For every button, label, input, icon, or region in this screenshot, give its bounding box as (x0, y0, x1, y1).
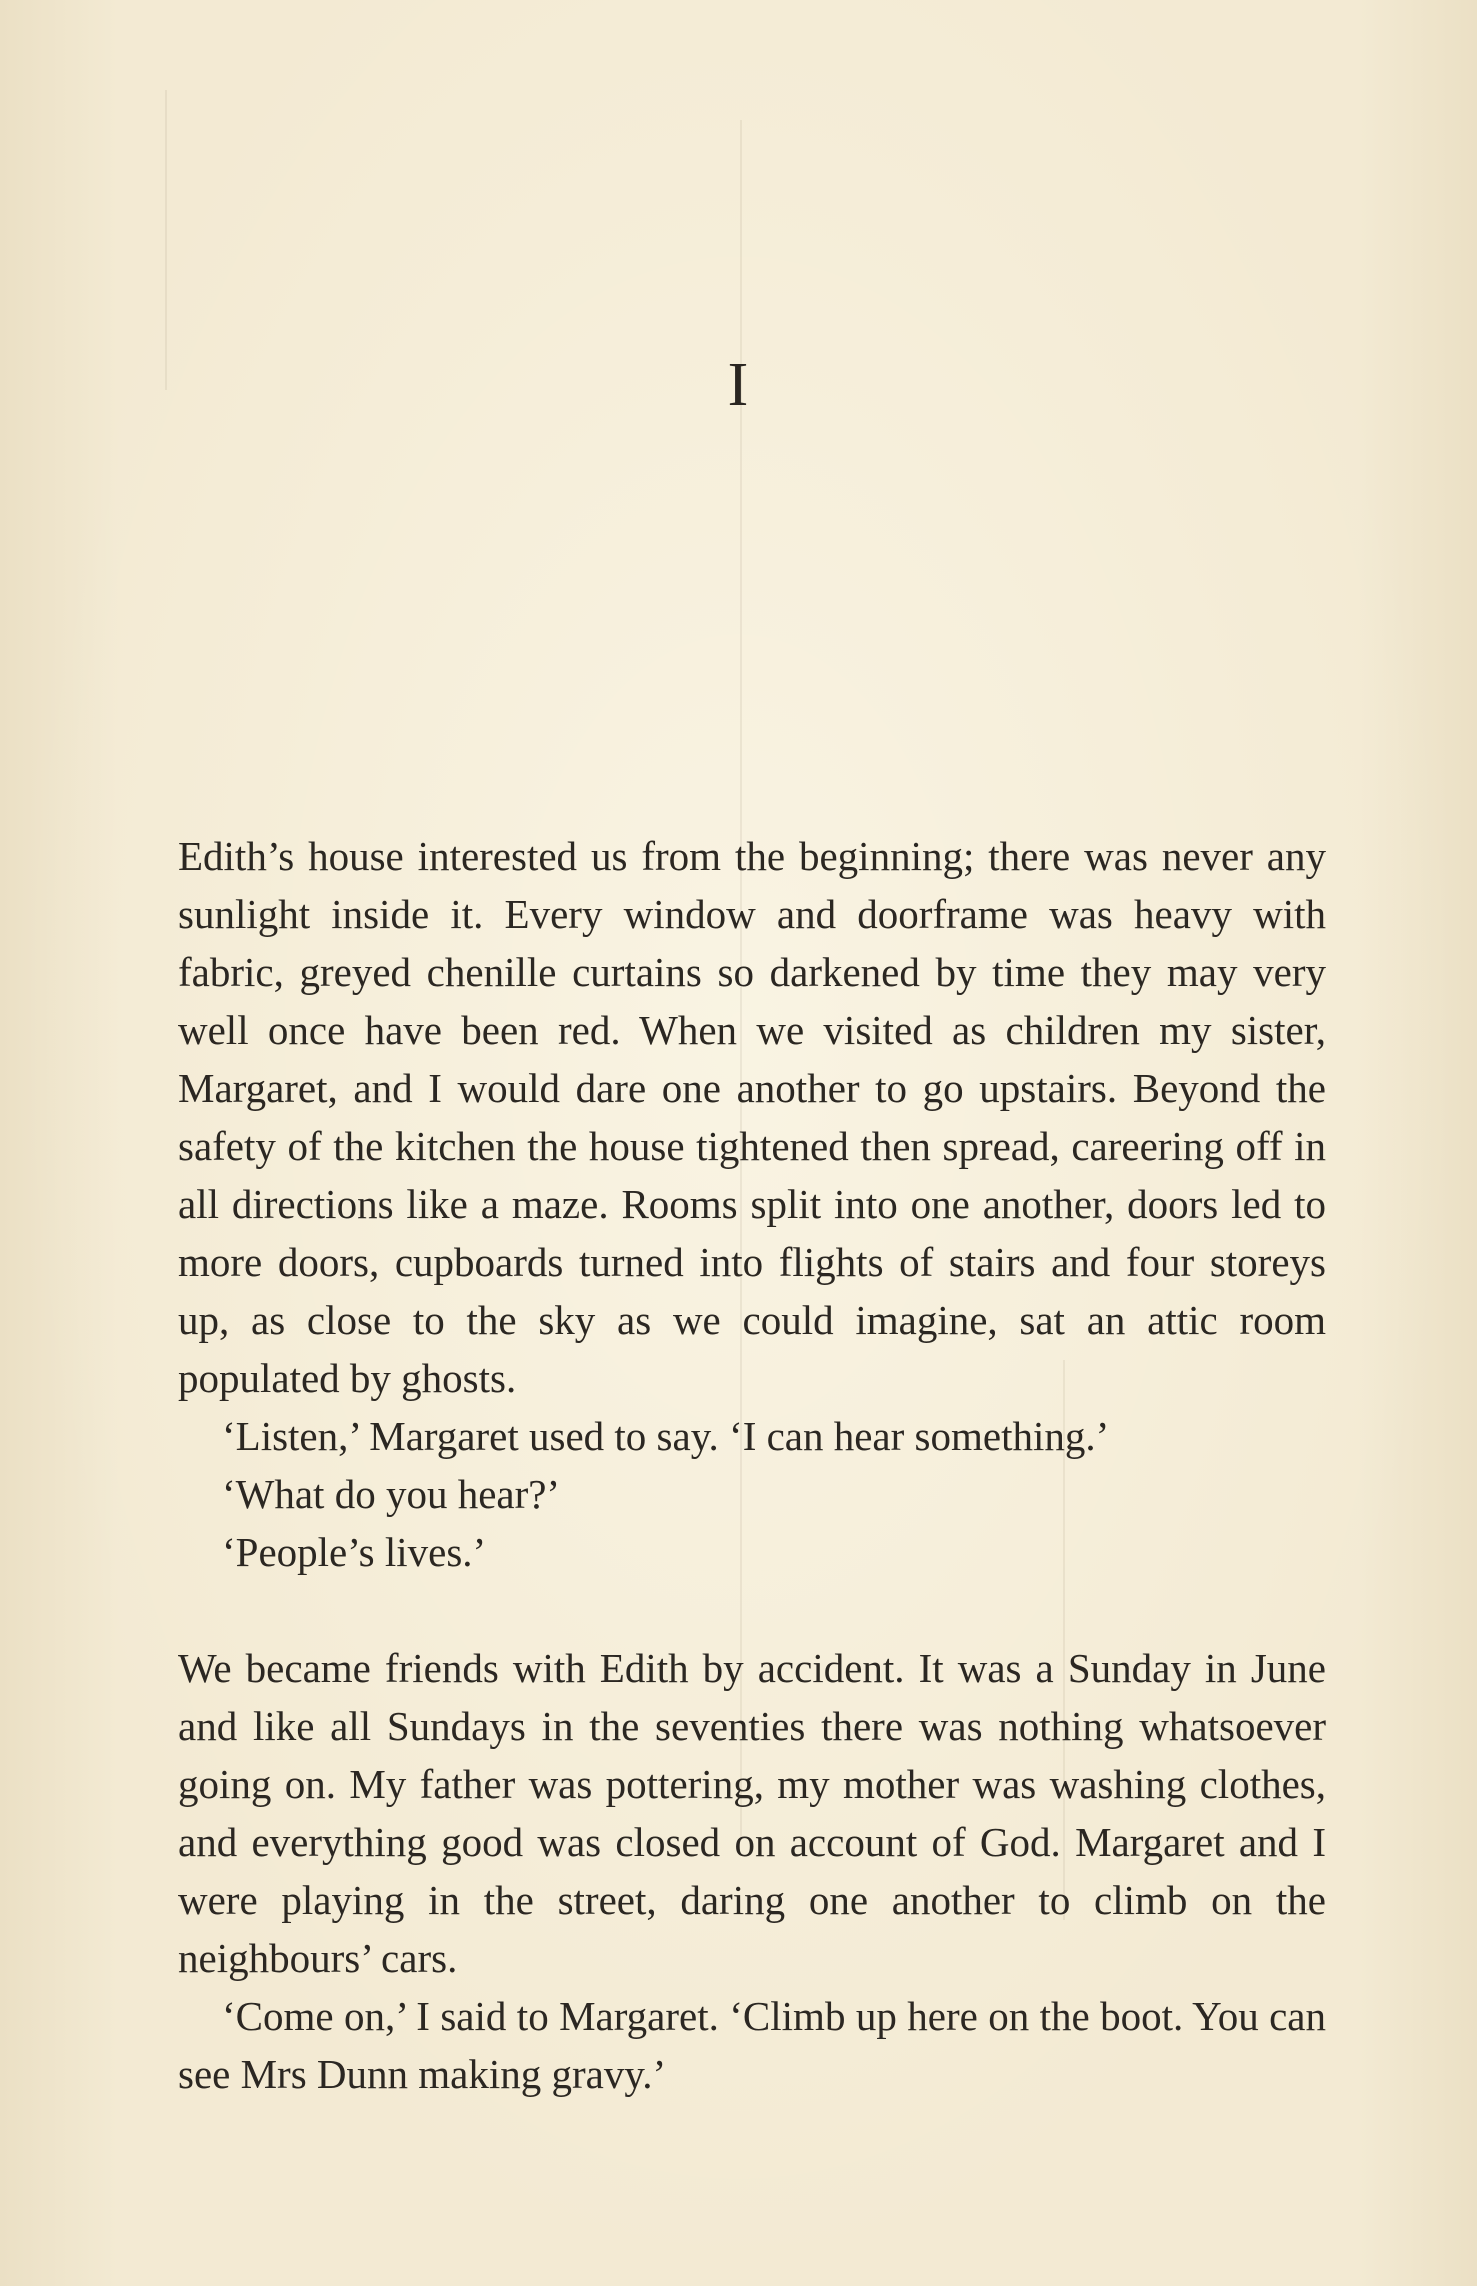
dialogue-line: ‘What do you hear?’ (222, 1471, 561, 1517)
paragraph: Edith’s house interested us from the beginning; there was never any sunlight inside it. Every window and doorframe was heavy with fabric, greyed chenille curtains so darkened by time they may very well once have been red. When we visited as children my sister, Margaret, and I would dare one another to go upstairs. Beyond the safety of the kitchen the house tightened then spread, careering off in all directions like a maze. Rooms split into one another, doors led to more doors, cupboards turned into flights of stairs and four storeys up, as close to the sky as we could imagine, sat an attic room populated by ghosts. (178, 833, 1326, 1401)
body-text (178, 827, 1326, 2103)
dialogue-line: ‘Listen,’ Margaret used to say. ‘I can hear something.’ (222, 1413, 1110, 1459)
dialogue-line: ‘Come on,’ I said to Margaret. ‘Climb up here on the boot. You can see Mrs Dunn making gravy.’ (178, 1993, 1326, 2097)
dialogue-line: ‘People’s lives.’ (222, 1529, 487, 1575)
chapter-number: I (727, 351, 750, 419)
paragraph: We became friends with Edith by accident. It was a Sunday in June and like all Sundays in the seventies there was nothing whatsoever going on. My father was pottering, my mother was washing clothes, and everything good was closed on account of God. Margaret and I were playing in the street, daring one another to climb on the neighbours’ cars. (178, 1645, 1326, 1981)
